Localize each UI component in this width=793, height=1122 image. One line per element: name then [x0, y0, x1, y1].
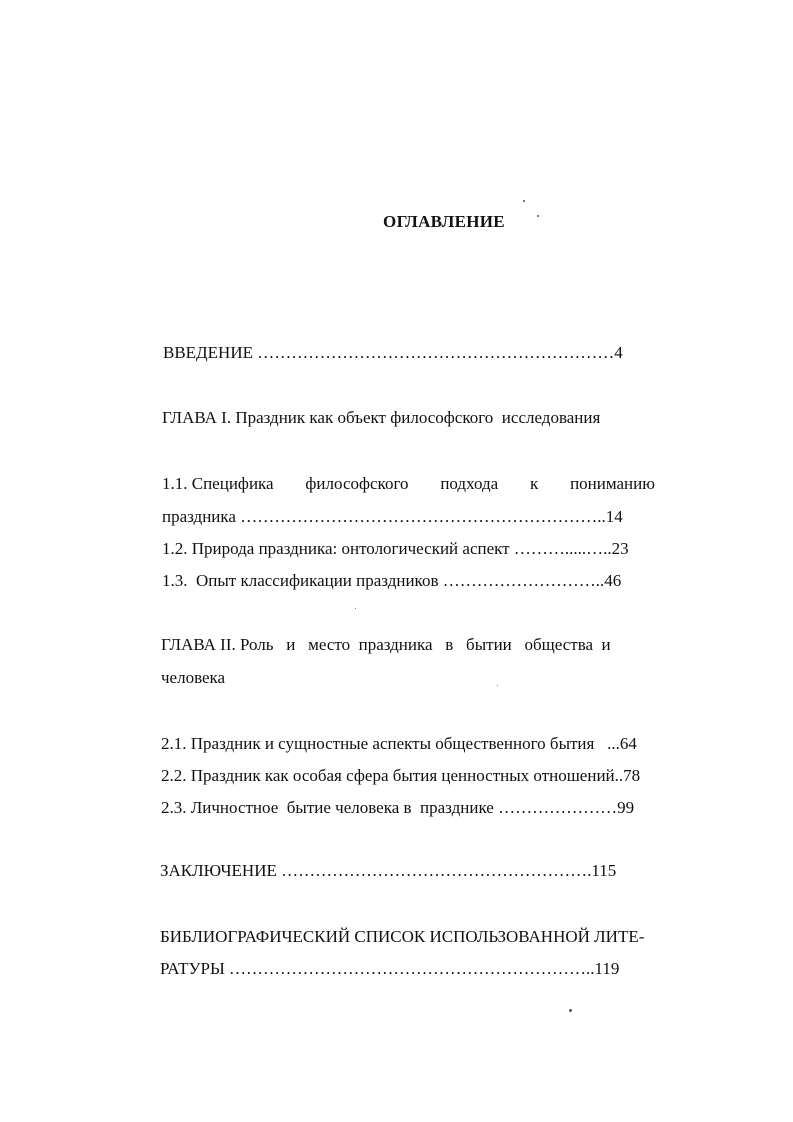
- toc-entry-1-1-word: к: [529, 474, 539, 493]
- toc-entry-1-1: [162, 474, 655, 494]
- toc-chapter-2-line-1: ГЛАВА II. Роль и место праздника в бытии общества и: [161, 635, 611, 654]
- toc-entry-2-3: 2.3. Личностное бытие человека в празднике …………………99: [161, 798, 635, 817]
- toc-entry-1-1-word: 1.1. Специфика: [162, 474, 274, 493]
- toc-entry-1-1-word: философского: [305, 474, 409, 493]
- scan-speck: [537, 215, 539, 217]
- scan-speck: [355, 608, 356, 609]
- toc-entry-1-1-continuation: праздника ………………………………………………………..14: [162, 507, 623, 526]
- toc-entry-2-1: 2.1. Праздник и сущностные аспекты общественного бытия ...64: [161, 734, 637, 753]
- toc-entry-2-2: 2.2. Праздник как особая сфера бытия ценностных отношений..78: [161, 766, 641, 785]
- scan-speck: [497, 685, 498, 686]
- toc-entry-1-3: 1.3. Опыт классификации праздников ………………………..46: [162, 571, 622, 590]
- toc-entry-1-1-word: пониманию: [570, 474, 655, 493]
- toc-entry-1-1-word: подхода: [440, 474, 499, 493]
- page-title: ОГЛАВЛЕНИЕ: [383, 212, 505, 231]
- toc-chapter-2-line-2: человека: [161, 668, 226, 687]
- toc-entry-bibliography-line-1: БИБЛИОГРАФИЧЕСКИЙ СПИСОК ИСПОЛЬЗОВАННОЙ ЛИТЕ-: [160, 927, 645, 946]
- toc-entry-1-2: 1.2. Природа праздника: онтологический аспект ……….....…..23: [162, 539, 629, 558]
- toc-chapter-1: ГЛАВА I. Праздник как объект философского исследования: [162, 408, 601, 427]
- scan-speck: [523, 200, 525, 202]
- toc-entry-bibliography-line-2: РАТУРЫ ………………………………………………………..119: [160, 959, 620, 978]
- scan-speck: [569, 1009, 572, 1012]
- toc-entry-intro: ВВЕДЕНИЕ ………………………………………………………4: [163, 343, 623, 362]
- toc-entry-conclusion: ЗАКЛЮЧЕНИЕ ……………………………………………….115: [160, 861, 617, 880]
